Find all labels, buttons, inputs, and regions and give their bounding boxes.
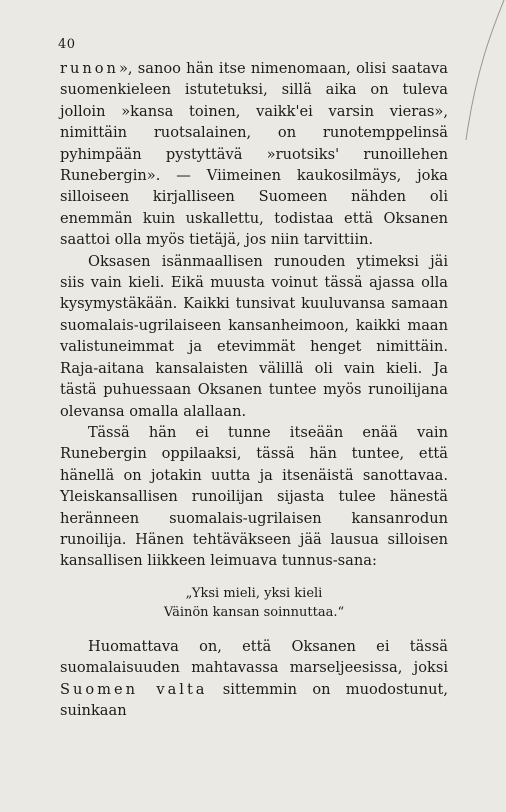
paragraph-4-before: Huomattava on, että Oksanen ei tässä suomalaisuuden mahtavassa marseljeesissa, joksi (60, 637, 448, 677)
paragraph-1 (60, 58, 448, 251)
body-text (60, 58, 448, 721)
quote-line-1: „Yksi mieli, yksi kieli (185, 585, 323, 601)
quote-line-2: Väinön kansan soinnuttaa.“ (163, 604, 345, 620)
paragraph-1-text: », sanoo hän itse nimenomaan, olisi saatava suomenkieleen istutetuksi, sillä aika on tuleva jolloin »kansa toinen, vaikk'ei varsin vieras», nimittäin ruotsalainen, on runotemppelinsä pyhimpään pystyttävä »ruotsiks' runoillehen Runebergin». — Viimeinen kaukosilmäys, joka silloiseen kirjalliseen Suomeen nähden oli enemmän kuin uskallettu, todistaa että Oksanen saattoi olla myös tietäjä, jos niin tarvittiin. (60, 60, 448, 249)
page-number: 40 (58, 37, 76, 52)
quote-block (60, 584, 448, 622)
spaced-word-runon: runon (60, 60, 119, 77)
paragraph-3: Tässä hän ei tunne itseään enää vain Runebergin oppilaaksi, tässä hän tuntee, että hänellä on jotakin uutta ja itsenäistä sanottavaa. Yleiskansallisen runoilijan sijasta tulee hänestä heränneen suomalais-ugrilaisen kansanrodun runoilija. Hänen tehtäväkseen jää lausua silloisen kansallisen liikkeen leimuava tunnus-sana: (60, 423, 448, 570)
paragraph-2: Oksasen isänmaallisen runouden ytimeksi jäi siis vain kieli. Eikä muusta voinut tässä ajassa olla kysymystäkään. Kaikki tunsivat kuuluvansa samaan suomalais-ugrilaiseen kansanheimoon, kaikki maan valistuneimmat ja etevimmät henget nimittäin. Raja-aitana kansalaisten välillä oli vain kieli. Ja tästä puhuessaan Oksanen tuntee myös runoilijana olevansa omalla alallaan. (60, 252, 448, 420)
spaced-phrase-suomen-valta: Suomen valta (60, 680, 208, 698)
paragraph-4 (60, 636, 448, 722)
paragraph-4-after: sittemmin on muodostunut, suinkaan (60, 680, 448, 719)
